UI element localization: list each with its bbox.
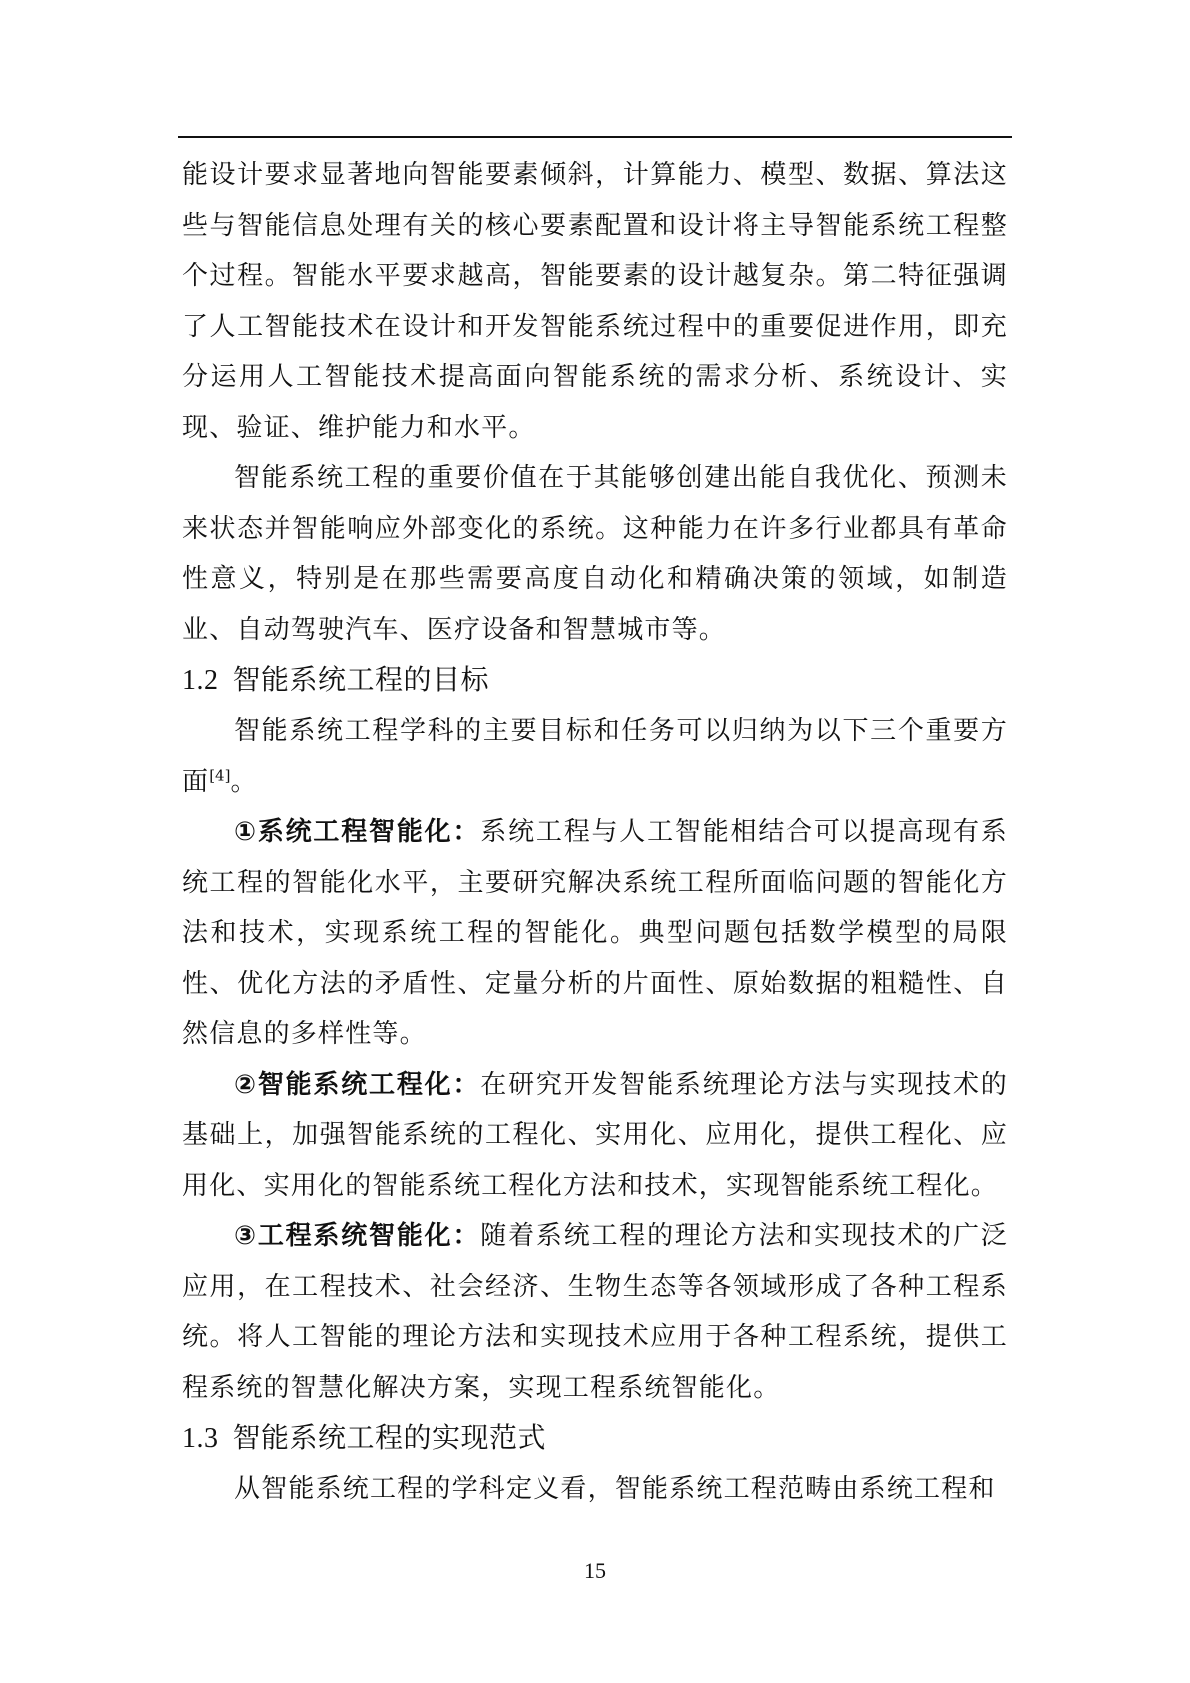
section-number: 1.2 [182,665,219,696]
page-number: 15 [584,1558,606,1583]
section-heading-1-3 [182,1413,1008,1464]
goal-term: ②智能系统工程化： [234,1069,481,1100]
section-title: 智能系统工程的目标 [232,663,490,696]
paragraph-value: 智能系统工程的重要价值在于其能够创建出能自我优化、预测未来状态并智能响应外部变化的系统。这种能力在许多行业都具有革命性意义，特别是在那些需要高度自动化和精确决策的领域，如制造业、自动驾驶汽车、医疗设备和智慧城市等。 [182,463,1008,645]
citation-ref: [4] [209,765,231,784]
section-number: 1.3 [182,1423,219,1454]
header-rule [178,136,1012,138]
section-title: 智能系统工程的实现范式 [232,1421,547,1454]
goal-text: 在研究开发智能系统理论方法与实现技术的基础上，加强智能系统的工程化、实用化、应用化，提供工程化、应用化、实用化的智能系统工程化方法和技术，实现智能系统工程化。 [182,1069,1008,1201]
section-heading-1-2 [182,655,1008,706]
intro-end: 。 [230,766,258,797]
goal-term: ①系统工程智能化： [234,817,481,847]
goal-item-2 [182,1060,1008,1212]
section-1-2-intro [182,706,1008,807]
goal-text: 随着系统工程的理论方法和实现技术的广泛应用，在工程技术、社会经济、生物生态等各领域形成了各种工程系统。将人工智能的理论方法和实现技术应用于各种工程系统，提供工程系统的智慧化解决方案，实现工程系统智能化。 [182,1221,1008,1403]
goal-term: ③工程系统智能化： [234,1221,481,1251]
page-content [182,150,1008,1515]
goal-text: 系统工程与人工智能相结合可以提高现有系统工程的智能化水平，主要研究解决系统工程所面临问题的智能化方法和技术，实现系统工程的智能化。典型问题包括数学模型的局限性、优化方法的矛盾性、定量分析的片面性、原始数据的粗糙性、自然信息的多样性等。 [182,817,1008,1049]
goal-item-1 [182,807,1008,1060]
paragraph-continued: 能设计要求显著地向智能要素倾斜，计算能力、模型、数据、算法这些与智能信息处理有关的核心要素配置和设计将主导智能系统工程整个过程。智能水平要求越高，智能要素的设计越复杂。第二特征强调了人工智能技术在设计和开发智能系统过程中的重要促进作用，即充分运用人工智能技术提高面向智能系统的需求分析、系统设计、实现、验证、维护能力和水平。 [182,160,1008,443]
section-1-3-text: 从智能系统工程的学科定义看，智能系统工程范畴由系统工程和 [234,1474,996,1504]
intro-text: 智能系统工程学科的主要目标和任务可以归纳为以下三个重要方面 [182,716,1008,797]
goal-item-3 [182,1211,1008,1413]
